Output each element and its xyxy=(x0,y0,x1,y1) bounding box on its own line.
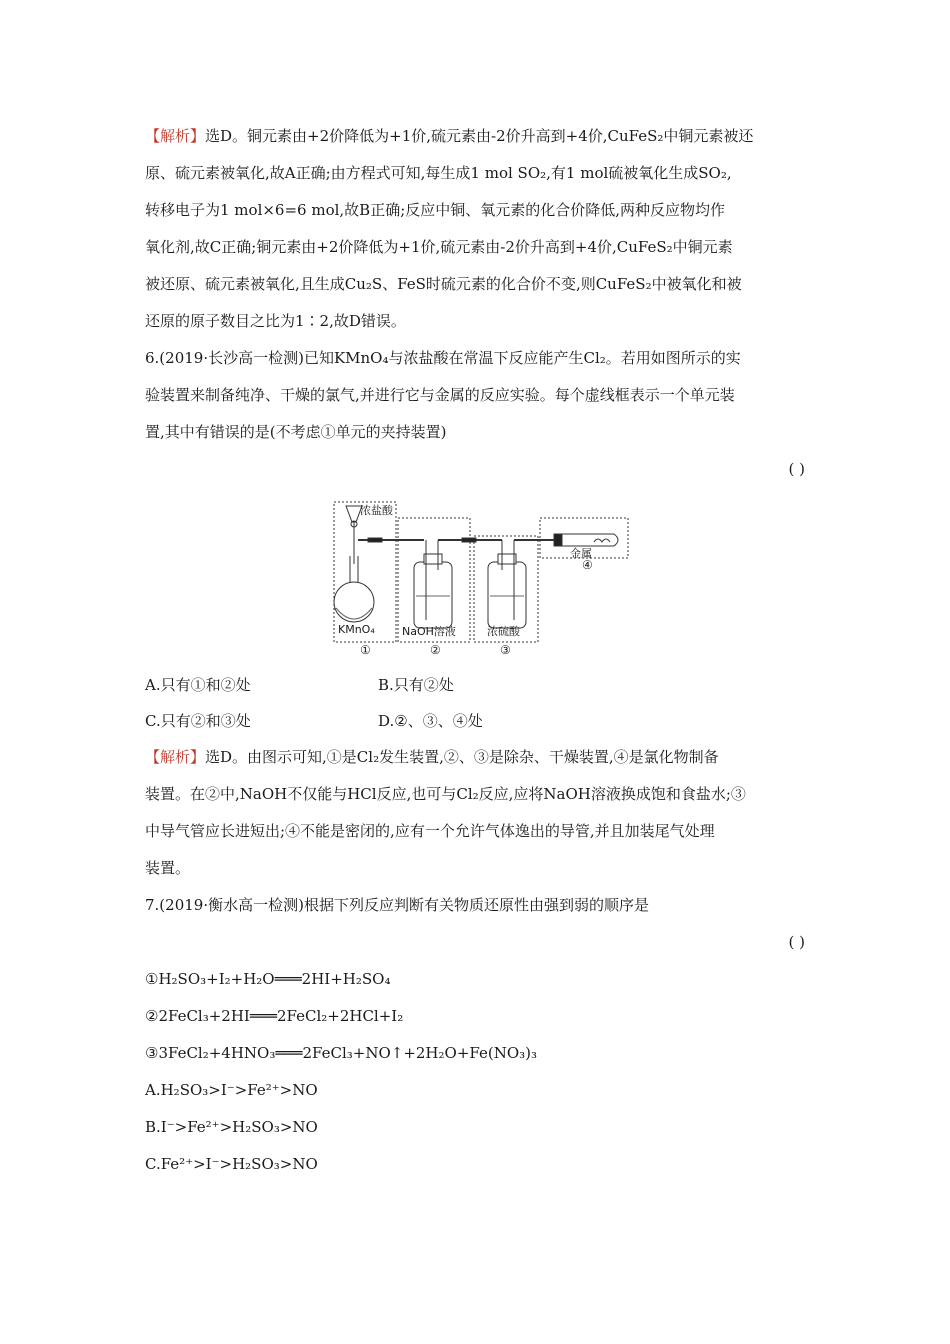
label-kmno4: KMnO₄ xyxy=(338,623,375,636)
option-a[interactable]: A.H₂SO₃>I⁻>Fe²⁺>NO xyxy=(145,1081,318,1099)
option-a[interactable]: A.只有①和②处 xyxy=(145,676,251,694)
unit-number-2: ② xyxy=(430,643,441,657)
analysis-line: 装置。在②中,NaOH不仅能与HCl反应,也可与Cl₂反应,应将NaOH溶液换成饱和食盐水;③ xyxy=(145,785,746,803)
document-page xyxy=(145,118,815,1183)
option-c[interactable]: C.只有②和③处 xyxy=(145,712,251,730)
options-row xyxy=(145,667,815,703)
label-naoh-solution: NaOH溶液 xyxy=(402,625,456,638)
analysis-line: 中导气管应长进短出;④不能是密闭的,应有一个允许气体逸出的导管,并且加装尾气处理 xyxy=(145,822,715,840)
reaction-3: ③3FeCl₂+4HNO₃═══2FeCl₃+NO↑+2H₂O+Fe(NO₃)₃ xyxy=(145,1044,538,1062)
analysis-line: 还原的原子数目之比为1∶2,故D错误。 xyxy=(145,312,406,330)
label-metal: 金属 xyxy=(570,547,592,560)
option-b[interactable]: B.只有②处 xyxy=(378,676,454,694)
question-line: 置,其中有错误的是(不考虑①单元的夹持装置) xyxy=(145,423,447,441)
analysis-text: 选D。铜元素由+2价降低为+1价,硫元素由-2价升高到+4价,CuFeS₂中铜元素被还 xyxy=(205,127,754,145)
option-d[interactable]: D.②、③、④处 xyxy=(378,712,483,730)
round-bottom-flask xyxy=(334,582,374,622)
analysis-line: 转移电子为1 mol×6=6 mol,故B正确;反应中铜、氧元素的化合价降低,两种反应物均作 xyxy=(145,201,726,219)
analysis-line xyxy=(145,118,815,155)
answer-bracket: ( ) xyxy=(788,460,805,478)
unit-1-box xyxy=(334,502,396,642)
apparatus-figure xyxy=(332,496,632,661)
analysis-tag: 【解析】 xyxy=(145,127,206,145)
analysis-line: 被还原、硫元素被氧化,且生成Cu₂S、FeS时硫元素的化合价不变,则CuFeS₂中被氧化和被 xyxy=(145,275,742,293)
question-line: 6.(2019·长沙高一检测)已知KMnO₄与浓盐酸在常温下反应能产生Cl₂。若用如图所示的实 xyxy=(145,349,741,367)
unit-number-1: ① xyxy=(360,643,371,657)
unit-number-4: ④ xyxy=(582,558,593,572)
wash-bottle-3 xyxy=(488,562,526,628)
analysis-line: 装置。 xyxy=(145,859,191,877)
label-concentrated-hcl: 浓盐酸 xyxy=(360,504,393,517)
question-line: 7.(2019·衡水高一检测)根据下列反应判断有关物质还原性由强到弱的顺序是 xyxy=(145,896,649,914)
analysis-line xyxy=(145,739,815,776)
options-row xyxy=(145,703,815,739)
reaction-2: ②2FeCl₃+2HI═══2FeCl₂+2HCl+I₂ xyxy=(145,1007,404,1025)
option-c[interactable]: C.Fe²⁺>I⁻>H₂SO₃>NO xyxy=(145,1155,318,1173)
unit-number-3: ③ xyxy=(500,643,511,657)
analysis-text: 选D。由图示可知,①是Cl₂发生装置,②、③是除杂、干燥装置,④是氯化物制备 xyxy=(205,748,719,766)
analysis-line: 氧化剂,故C正确;铜元素由+2价降低为+1价,硫元素由-2价升高到+4价,CuFeS₂中铜元素 xyxy=(145,238,733,256)
option-b[interactable]: B.I⁻>Fe²⁺>H₂SO₃>NO xyxy=(145,1118,318,1136)
analysis-tag: 【解析】 xyxy=(145,748,206,766)
question-line: 验装置来制备纯净、干燥的氯气,并进行它与金属的反应实验。每个虚线框表示一个单元装 xyxy=(145,386,735,404)
reaction-1: ①H₂SO₃+I₂+H₂O═══2HI+H₂SO₄ xyxy=(145,970,391,988)
answer-bracket: ( ) xyxy=(788,933,805,951)
apparatus-diagram xyxy=(332,496,632,661)
wash-bottle-2 xyxy=(414,562,452,628)
label-concentrated-h2so4: 浓硫酸 xyxy=(487,625,520,638)
analysis-line: 原、硫元素被氧化,故A正确;由方程式可知,每生成1 mol SO₂,有1 mol硫被氧化生成SO₂, xyxy=(145,164,732,182)
